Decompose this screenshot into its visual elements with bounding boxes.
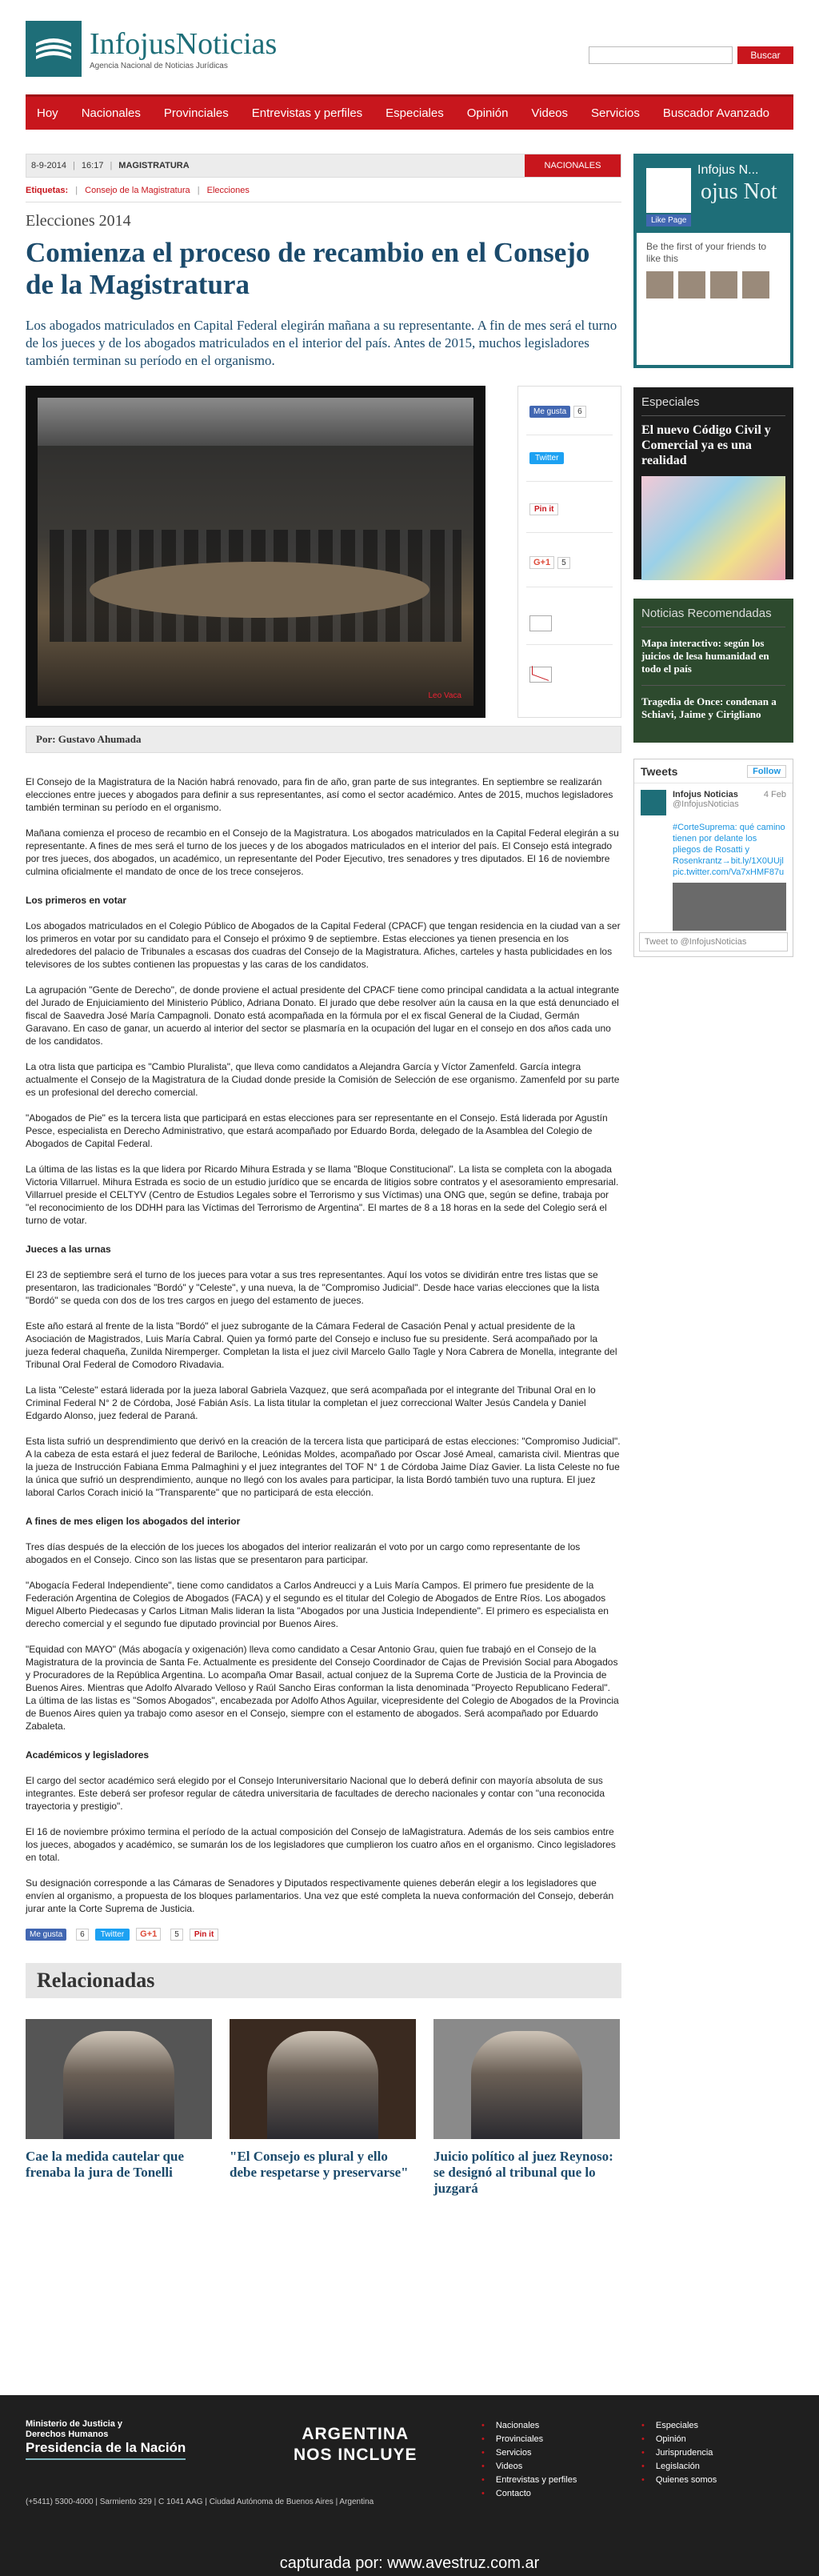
footer-presidencia[interactable]: Presidencia de la Nación bbox=[26, 2440, 186, 2460]
footer-link[interactable]: • Provinciales bbox=[481, 2433, 577, 2446]
twitter-widget bbox=[633, 759, 793, 957]
nav-buscador[interactable]: Buscador Avanzado bbox=[662, 106, 770, 120]
tweet-image[interactable] bbox=[673, 883, 786, 931]
gplus-count: 5 bbox=[557, 557, 570, 569]
section-badge[interactable]: NACIONALES bbox=[525, 154, 621, 177]
tag-link[interactable]: Elecciones bbox=[206, 186, 250, 195]
tweets-title: Tweets bbox=[641, 764, 678, 778]
footer-links-col2 bbox=[641, 2419, 717, 2487]
footer-link[interactable]: • Nacionales bbox=[481, 2419, 577, 2433]
related-item-title[interactable]: Cae la medida cautelar que frenaba la jura de Tonelli bbox=[26, 2149, 185, 2180]
footer-link[interactable]: • Quienes somos bbox=[641, 2474, 717, 2487]
fb-page-avatar[interactable] bbox=[646, 168, 691, 213]
share-panel bbox=[517, 386, 621, 718]
article-paragraph: "Equidad con MAYO" (Más abogacía y oxigenación) lleva como candidato a Cesar Antonio Grau, quien fue trabajó en el Consejo de la Magistratura de la provincia de Santa Fe. Actualmente es presidente del Consejo Coordinador de Cajas de Previsión Social para Abogados y Procuradores de la República Argentina. Lo acompaña Omar Basail, actual conjuez de la Suprema Corte de Justicia de la Provincia de Buenos Aires. Mientras que Adolfo Alvarado Velloso y Raúl Sancho Eiras conforman la lista denominada "Proyecto Republicano Federal". La última de las listas es "Somos Abogados", encabezada por Adolfo Athos Aguilar, vicepresidente del Colegio de Abogados de la Provincia de Buenos Aires quien ya trabajo como asesor en el Consejo, siempre con el estamento de abogados. Será acompañado por Eduardo Zabaleta. bbox=[26, 1644, 619, 1732]
site-footer bbox=[0, 2395, 819, 2576]
article-date: 8-9-2014 bbox=[31, 161, 67, 170]
article-paragraph: Esta lista sufrió un desprendimiento que derivó en la creación de la tercera lista que participará de estas elecciones: "Compromiso Judicial". A la cabeza de esta estará el juez federal de Bariloche, Leónidas Moldes, acompañado por Oscar José Ameal, camarista civil. Mientras que la jueza de Instrucción Fabiana Emma Palmaghini y el juez integrantes del TOF N° 1 de Córdoba Jaime Díaz Gavier. La lista Celeste no fue la única que sufrió un desprendimiento, aunque no llegó con los avales para participar, la lista Bordó también tuvo una ruptura. El juez laboral Carlos Corach inició la "Transparente" que no participará de esta elección. bbox=[26, 1436, 621, 1498]
tags-row: Etiquetas: | Consejo de la Magistratura | Elecciones bbox=[26, 186, 250, 195]
site-logo[interactable] bbox=[26, 21, 277, 77]
nav-provinciales[interactable]: Provinciales bbox=[163, 106, 229, 120]
logo-subtitle: Agencia Nacional de Noticias Jurídicas bbox=[90, 61, 228, 70]
article-paragraph: La agrupación "Gente de Derecho", de donde proviene el actual presidente del CPACF tiene como principal candidata a la actual integrante del Jurado de Enjuiciamiento del Ministerio Público, Adriana Donato. El jurado que debe resolver aún la causa en la que está denunciado el fiscal de Saavedra José María Campagnoli. Donato está acompañada en la fórmula por el ex fiscal General de la Ciudad, Germán Garavano. En caso de ganar, un acuerdo al interior del sector se plasmaría en la ocupación del lugar en el consejo en dos años cada uno de los candidatos. bbox=[26, 984, 620, 1047]
facebook-like-button[interactable]: Me gusta bbox=[26, 1929, 66, 1941]
related-item[interactable] bbox=[433, 2019, 620, 2197]
article-column bbox=[26, 154, 621, 2197]
logo-title-infojus: Infojus bbox=[90, 26, 176, 61]
recomendadas-block bbox=[633, 599, 793, 743]
fb-like-page-button[interactable]: Like Page bbox=[646, 214, 691, 226]
logo-book-icon bbox=[26, 21, 82, 77]
article-subheading: Jueces a las urnas bbox=[26, 1244, 111, 1255]
search-input[interactable] bbox=[589, 46, 733, 64]
footer-link[interactable]: • Opinión bbox=[641, 2433, 717, 2446]
main-nav bbox=[26, 94, 793, 130]
sidebar bbox=[633, 154, 793, 2197]
twitter-button[interactable]: Twitter bbox=[95, 1929, 130, 1941]
article-photo[interactable] bbox=[26, 386, 485, 718]
gplus-count: 5 bbox=[170, 1929, 183, 1941]
footer-address: (+5411) 5300-4000 | Sarmiento 329 | C 1041 AAG | Ciudad Autónoma de Buenos Aires | Argentina bbox=[26, 2498, 374, 2506]
nav-hoy[interactable]: Hoy bbox=[37, 106, 58, 120]
pinterest-button[interactable]: Pin it bbox=[190, 1929, 218, 1941]
article-headline: Comienza el proceso de recambio en el Consejo de la Magistratura bbox=[26, 237, 590, 300]
gplus-button[interactable]: G+1 bbox=[136, 1928, 161, 1941]
recomendada-item[interactable]: Mapa interactivo: según los juicios de lesa humanidad en todo el país bbox=[641, 637, 769, 675]
article-paragraph: El cargo del sector académico será elegido por el Consejo Interuniversitario Nacional que lo deberá definir con mayoría absoluta de sus integrantes. Este deberá ser profesor regular de cátedra universitaria de facultades de derecho nacionales y contar con "una reconocida trayectoria y prestigio". bbox=[26, 1775, 605, 1812]
article-paragraph: La última de las listas es la que lidera por Ricardo Mihura Estrada y se llama "Bloque Constitucional". La lista se completa con la abogada Victoria Villarruel. Mihura Estrada es socio de un estudio jurídico que se encarda de litigios sobre contratos y el asesoramiento empresarial. Villarruel preside el CELTYV (Centro de Estudios Legales sobre el Terrorismo y sus Víctimas) una ONG que, según se define, trabaja por "el reconocimiento de los DDHH para las Víctimas del Terrorismo de Argentina". El martes de 8 a 18 horas en la sede del Colegio será el turno de votar. bbox=[26, 1164, 619, 1226]
like-count: 6 bbox=[573, 406, 586, 418]
facebook-like-button[interactable]: Me gusta bbox=[529, 406, 570, 418]
footer-link[interactable]: • Contacto bbox=[481, 2487, 577, 2501]
article-paragraph: El Consejo de la Magistratura de la Nación habrá renovado, para fin de año, gran parte de sus integrantes. En septiembre se realizarán elecciones entre jueces y abogados para definir a sus representantes, así como el sector académico. Antes de 2015, muchos legisladores también terminan su período en el organismo. bbox=[26, 776, 613, 813]
print-icon[interactable] bbox=[529, 615, 552, 631]
especiales-title: Especiales bbox=[641, 395, 700, 409]
nav-servicios[interactable]: Servicios bbox=[591, 106, 640, 120]
tags-label: Etiquetas: bbox=[26, 186, 69, 195]
related-image[interactable] bbox=[26, 2019, 212, 2139]
related-image[interactable] bbox=[230, 2019, 416, 2139]
article-paragraph: Los abogados matriculados en el Colegio Público de Abogados de la Capital Federal (CPACF) que tengan residencia en la ciudad van a ser los primeros en votar por su candidato para el Consejo el próximo 9 de septiembre. Estas elecciones ya tienen presencia en los alrededores del palacio de Tribunales a escasas dos cuadras del Consejo de la Magistratura. Afiches, carteles y hasta publicidades en los televisores de los subtes contienen las propuestas y las caras de los candidatos. bbox=[26, 920, 621, 970]
article-subheading: Los primeros en votar bbox=[26, 895, 127, 906]
article-paragraph: "Abogacía Federal Independiente", tiene como candidatos a Carlos Andreucci y a Luis María Campos. El primero fue presidente de la Federación Argentina de Colegios de Abogados (FACA) y el segundo es el titular del Colegio de Abogados de Entre Ríos. Los abogados Miguel Alberto Piedecasas y Carlos Litman Malis lideran la lista "Abogados por una Justicia Independiente". El primero es especialista en derecho comercial y el segundo fue diputado provincial por Buenos Aires. bbox=[26, 1580, 609, 1629]
article-paragraph: Su designación corresponde a las Cámaras de Senadores y Diputados respectivamente quienes deberán elegir a los legisladores que envíen al organismo, a propuesta de los bloques parlamentarios. Una vez que esté completa la nueva conformación del Consejo, deberán jurar ante la Corte Suprema de Justicia. bbox=[26, 1877, 614, 1914]
twitter-button[interactable]: Twitter bbox=[529, 452, 564, 464]
especiales-block bbox=[633, 387, 793, 579]
nav-videos[interactable]: Videos bbox=[531, 106, 569, 120]
tweet-text[interactable]: #CorteSuprema: qué camino tienen por delante los pliegos de Rosatti y Rosenkrantz→bit.ly/1X0UUjl pic.twitter.com/Va7xHMF87u bbox=[673, 823, 785, 877]
related-item-title[interactable]: Juicio político al juez Reynoso: se designó al tribunal que lo juzgará bbox=[433, 2149, 613, 2196]
article-kicker: Elecciones 2014 bbox=[26, 212, 131, 230]
nav-especiales[interactable]: Especiales bbox=[386, 106, 444, 120]
fb-cover-text: ojus Not bbox=[701, 179, 777, 204]
site-header bbox=[26, 0, 793, 77]
mail-icon[interactable] bbox=[529, 667, 552, 683]
footer-ministry[interactable]: Ministerio de Justicia y Derechos Humanos bbox=[26, 2419, 123, 2439]
gplus-button[interactable]: G+1 bbox=[529, 556, 554, 569]
tag-link[interactable]: Consejo de la Magistratura bbox=[85, 186, 190, 195]
related-item[interactable] bbox=[26, 2019, 212, 2197]
tweet-compose[interactable]: Tweet to @InfojusNoticias bbox=[639, 932, 788, 951]
like-count: 6 bbox=[76, 1929, 89, 1941]
nav-nacionales[interactable]: Nacionales bbox=[81, 106, 141, 120]
pinterest-button[interactable]: Pin it bbox=[529, 503, 558, 515]
article-paragraph: El 23 de septiembre será el turno de los jueces para votar a sus tres representantes. Aquí los votos se dividirán entre tres listas que se presentaron, las tradicionales "Bordó" y "Celeste", y una nueva, la de "Compromiso Judicial". Desde hace varias elecciones que la lista "Bordó" se queda con dos de los tres cargos en juego del estamento de jueces. bbox=[26, 1269, 600, 1306]
nav-entrevistas[interactable]: Entrevistas y perfiles bbox=[251, 106, 363, 120]
article-paragraph: El 16 de noviembre próximo termina el período de la actual composición del Consejo de laMagistratura. Además de los seis cambios entre los jueces, abogados y académico, se sumarán los de los legisladores que cumplieron los cuatro años en el organismo. Cinco legisladores en total. bbox=[26, 1826, 616, 1863]
footer-link[interactable]: • Servicios bbox=[481, 2446, 577, 2460]
tweet-date[interactable]: 4 Feb bbox=[763, 790, 786, 799]
recomendada-item[interactable]: Tragedia de Once: condenan a Schiavi, Jaime y Cirigliano bbox=[641, 695, 777, 720]
photo-credit: Leo Vaca bbox=[428, 691, 461, 700]
article-paragraph: Tres días después de la elección de los jueces los abogados del interior realizarán el voto por un cargo como representante de los abogados en el Consejo. Cinco son las listas que se presentaron para participar. bbox=[26, 1541, 581, 1565]
article-paragraph: Este año estará al frente de la lista "Bordó" el juez subrogante de la Cámara Federal de Casación Penal y actual presidente de la Asociación de Magistrados, Luis María Cabral. Quien ya formó parte del Consejo e incluso fue su presidente. Será acompañado por la jueza federal chaqueña, Zunilda Niremperger. Completan la lista el juez civil Marcelo Gallo Tagle y Nora Cabrera de Monella, integrante del Tribunal Oral Federal de Comodoro Rivadavia. bbox=[26, 1320, 617, 1370]
share-bottom bbox=[26, 1928, 621, 1941]
article-paragraph: "Abogados de Pie" es la tercera lista que participará en estas elecciones para ser representante en el Consejo. Está liderada por Agustín Pesce, especialista en Derecho Administrativo, que estará acompañado por Eduardo Borda, delegado de la Asamblea del Colegio de Abogados de Capital Federal. bbox=[26, 1112, 608, 1149]
nav-opinion[interactable]: Opinión bbox=[466, 106, 509, 120]
search-form bbox=[589, 46, 793, 64]
article-body bbox=[26, 775, 621, 1915]
footer-link[interactable]: • Legislación bbox=[641, 2460, 717, 2474]
article-lead: Los abogados matriculados en Capital Federal elegirán mañana a su representante. A fin de mes será el turno de los jueces y de los abogados matriculados en el interior del país. Antes de 2015, muchos legisladores también terminan su período en el organismo. bbox=[26, 318, 617, 368]
footer-argentina-logo bbox=[294, 2424, 417, 2466]
tweet-author[interactable]: Infojus Noticias bbox=[673, 790, 738, 799]
article-subheading: Académicos y legisladores bbox=[26, 1749, 150, 1761]
footer-links-col1 bbox=[481, 2419, 577, 2501]
article-byline: Por: Gustavo Ahumada bbox=[26, 726, 621, 753]
related-grid bbox=[26, 2019, 621, 2197]
tweet-handle[interactable]: @InfojusNoticias bbox=[673, 799, 739, 809]
related-item[interactable] bbox=[230, 2019, 416, 2197]
related-image[interactable] bbox=[433, 2019, 620, 2139]
footer-link[interactable]: • Entrevistas y perfiles bbox=[481, 2474, 577, 2487]
fb-page-name[interactable]: Infojus N... bbox=[697, 163, 759, 177]
footer-link[interactable]: • Jurisprudencia bbox=[641, 2446, 717, 2460]
article-section: MAGISTRATURA bbox=[118, 161, 190, 170]
article-paragraph: La lista "Celeste" estará liderada por la jueza laboral Gabriela Vazquez, que será acompañada por el integrante del Tribunal Oral en lo Criminal Federal N° 2 de Córdoba, José Fabián Asís. La lista titular la completan el juez correccional Walter Jesús Candela y Daniel Edgardo Alonso, juez federal de Paraná. bbox=[26, 1384, 596, 1421]
twitter-follow-button[interactable]: Follow bbox=[747, 765, 786, 778]
footer-link[interactable]: • Videos bbox=[481, 2460, 577, 2474]
article-meta-bar: 8-9-2014 | 16:17 | MAGISTRATURA NACIONALES bbox=[26, 154, 621, 178]
footer-arg-line2: NOS INCLUYE bbox=[294, 2446, 417, 2464]
recomendadas-title: Noticias Recomendadas bbox=[641, 607, 772, 620]
article-subheading: A fines de mes eligen los abogados del interior bbox=[26, 1516, 241, 1527]
article-paragraph: Mañana comienza el proceso de recambio en el Consejo de la Magistratura. Los abogados matriculados en la Capital Federal elegirán a su representante. A fines de mes será el turno de los jueces y de los abogados matriculados en el interior del país. El Consejo está integrado por tres jueces, dos abogados, un académico, un representante del Poder Ejecutivo, tres senadores y tres diputados. El 16 de noviembre culmina oficialmente el mandato de once de los trece consejeros. bbox=[26, 827, 619, 877]
logo-title-noticias: Noticias bbox=[175, 26, 278, 61]
footer-arg-line1: ARGENTINA bbox=[302, 2425, 410, 2443]
especiales-headline[interactable]: El nuevo Código Civil y Comercial ya es una realidad bbox=[641, 423, 771, 467]
article-paragraph: La otra lista que participa es "Cambio Pluralista", que lleva como candidatos a Alejandra García y Víctor Zamenfeld. García integra actualmente el Consejo de la Magistratura de la Ciudad donde preside la Comisión de Selección de ese organismo. Zamenfeld por su parte es un profesional del derecho comercial. bbox=[26, 1061, 620, 1098]
related-item-title[interactable]: "El Consejo es plural y ello debe respetarse y preservarse" bbox=[230, 2149, 409, 2180]
search-button[interactable]: Buscar bbox=[737, 46, 793, 64]
facebook-page-widget bbox=[633, 154, 793, 368]
article-time: 16:17 bbox=[81, 161, 104, 170]
footer-link[interactable]: • Especiales bbox=[641, 2419, 717, 2433]
fb-friends-text: Be the first of your friends to like this bbox=[646, 241, 767, 264]
related-title: Relacionadas bbox=[26, 1963, 621, 1998]
capture-credit: capturada por: www.avestruz.com.ar bbox=[279, 2554, 540, 2572]
tweet-avatar[interactable] bbox=[641, 790, 666, 815]
especiales-image[interactable] bbox=[641, 476, 785, 580]
fb-faces bbox=[637, 265, 790, 305]
